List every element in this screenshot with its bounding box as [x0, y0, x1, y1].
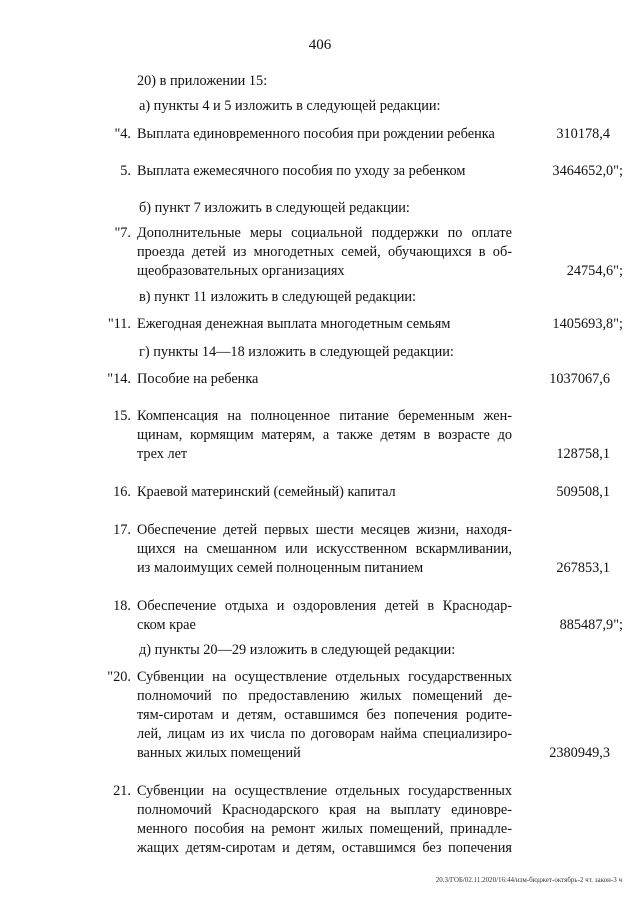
item-7-number: "7. [114, 225, 131, 241]
item-11-value: 1405693,8"; [552, 316, 623, 332]
item-20-line: тям-сиротам и детям, оставшимся без попечения родите- [137, 707, 512, 723]
item-17-value: 267853,1 [556, 560, 610, 576]
item-14-value: 1037067,6 [549, 371, 610, 387]
item-20-line: Субвенции на осуществление отдельных государственных [137, 669, 512, 685]
item-17-number: 17. [113, 522, 131, 538]
item-17-line: щихся на смешанном или искусственном вскармливании, [137, 541, 512, 557]
subsection-a: а) пункты 4 и 5 изложить в следующей редакции: [139, 98, 441, 114]
item-16-text: Краевой материнский (семейный) капитал [137, 484, 396, 500]
item-20-line: лей, лицам из их числа по договорам найма специализиро- [137, 726, 512, 742]
item-15-line: щинам, кормящим матерям, а также детям в возрасте до [137, 427, 512, 443]
item-5-number: 5. [120, 163, 131, 179]
item-18-line: Обеспечение отдыха и оздоровления детей в Краснодар- [137, 598, 512, 614]
item-21-line: жащих детям-сиротам и детям, оставшимся без попечения [137, 840, 512, 856]
item-4-text: Выплата единовременного пособия при рождении ребенка [137, 126, 495, 142]
document-footer-code: 20.3/ГОБ/02.11.2020/16:44/изм-бюджет-октябрь-2 чт. закон-3 ч [435, 876, 622, 884]
item-21-line: менного пособия на ремонт жилых помещений, принадле- [137, 821, 512, 837]
item-5-value: 3464652,0"; [552, 163, 623, 179]
item-14-text: Пособие на ребенка [137, 371, 259, 387]
page-number: 406 [308, 37, 332, 53]
item-16-value: 509508,1 [556, 484, 610, 500]
subsection-d: д) пункты 20—29 изложить в следующей редакции: [139, 642, 456, 658]
item-5-text: Выплата ежемесячного пособия по уходу за ребенком [137, 163, 466, 179]
item-18-line: ском крае [137, 617, 196, 633]
item-4-number: "4. [114, 126, 131, 142]
item-20-value: 2380949,3 [549, 745, 610, 761]
item-18-value: 885487,9"; [559, 617, 623, 633]
section-heading: 20) в приложении 15: [137, 73, 268, 89]
item-16-number: 16. [113, 484, 131, 500]
item-7-line: щеобразовательных организациях [137, 263, 345, 279]
item-21-number: 21. [113, 783, 131, 799]
item-20-line: полномочий по предоставлению жилых помещений де- [137, 688, 512, 704]
subsection-g: г) пункты 14—18 изложить в следующей редакции: [139, 344, 454, 360]
item-11-text: Ежегодная денежная выплата многодетным семьям [137, 316, 451, 332]
item-14-number: "14. [107, 371, 131, 387]
item-15-line: трех лет [137, 446, 188, 462]
subsection-b: б) пункт 7 изложить в следующей редакции: [139, 200, 410, 216]
subsection-v: в) пункт 11 изложить в следующей редакции: [139, 289, 416, 305]
item-15-line: Компенсация на полноценное питание беременным жен- [137, 408, 512, 424]
item-17-line: Обеспечение детей первых шести месяцев жизни, находя- [137, 522, 512, 538]
item-18-number: 18. [113, 598, 131, 614]
item-7-line: проезда детей из многодетных семей, обучающихся в об- [137, 244, 512, 260]
item-15-value: 128758,1 [556, 446, 610, 462]
item-20-line: ванных жилых помещений [137, 745, 301, 761]
item-15-number: 15. [113, 408, 131, 424]
item-7-line: Дополнительные меры социальной поддержки по оплате [137, 225, 512, 241]
item-20-number: "20. [107, 669, 131, 685]
item-7-value: 24754,6"; [566, 263, 623, 279]
item-21-line: Субвенции на осуществление отдельных государственных [137, 783, 512, 799]
item-11-number: "11. [107, 316, 131, 332]
item-4-value: 310178,4 [556, 126, 610, 142]
item-17-line: из малоимущих семей полноценным питанием [137, 560, 424, 576]
item-21-line: полномочий Краснодарского края на выплату единовре- [137, 802, 512, 818]
